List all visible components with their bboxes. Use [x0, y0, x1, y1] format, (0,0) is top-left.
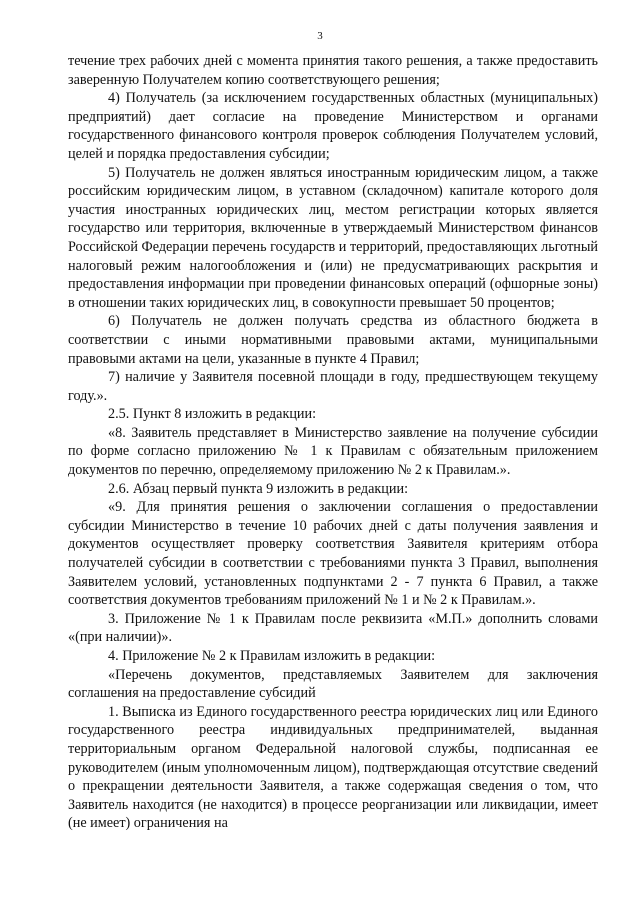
paragraph-item-6: 6) Получатель не должен получать средства из областного бюджета в соответствии с иными нормативными правовыми актами, муниципальными правовыми актами на цели, указанные в пункте 4 Правил;	[68, 313, 598, 367]
page-number: 3	[317, 30, 323, 42]
paragraph-3: 3. Приложение № 1 к Правилам после реквизита «М.П.» дополнить словами «(при наличии)».	[68, 610, 598, 646]
paragraph-item-7: 7) наличие у Заявителя посевной площади в году, предшествующем текущему году.».	[68, 369, 598, 404]
paragraph-point-9: «9. Для принятия решения о заключении соглашения о предоставлении субсидии Министерство в течение 10 рабочих дней с даты получения заявления и документов осуществляет проверку соответствия Заявителя критериям отбора получателей субсидии в соответствии с требованиями пункта 3 Правил, выполнения Заявителем условий, установленных подпунктами 2 - 7 пункта 6 Правил, а также соответствия документов требованиям приложений № 1 и № 2 к Правилам.».	[68, 499, 598, 609]
paragraph-2-6: 2.6. Абзац первый пункта 9 изложить в редакции:	[108, 480, 409, 497]
paragraph-point-8: «8. Заявитель представляет в Министерство заявление на получение субсидии по форме согласно приложению № 1 к Правилам с обязательным приложением документов по перечню, определяемому приложению № 2 к Правилам.».	[68, 424, 598, 479]
paragraph-4: 4. Приложение № 2 к Правилам изложить в редакции:	[108, 648, 436, 664]
paragraph-item-5: 5) Получатель не должен являться иностранным юридическим лицом, а также российским юридическим лицом, в уставном (складочном) капитале которого доля участия иностранных юридических лиц, местом регистрации которых является государство или территория, включенные в утверждаемый Министерством финансов Российской Федерации перечень государств и территорий, предоставляющих льготный налоговый режим налогообложения и (или) не предусматривающих раскрытия и предоставления информации при проведении финансовых операций (офшорные зоны) в отношении таких юридических лиц, в совокупности превышает 50 процентов;	[68, 164, 598, 311]
paragraph-continuation: течение трех рабочих дней с момента принятия такого решения, а также предоставить заверенную Получателем копию соответствующего решения;	[68, 53, 598, 88]
document-body	[68, 52, 598, 833]
paragraph-2-5: 2.5. Пункт 8 изложить в редакции:	[108, 406, 317, 423]
paragraph-list-title: «Перечень документов, представляемых Заявителем для заключения соглашения на предоставление субсидий	[68, 666, 598, 702]
paragraph-item-4: 4) Получатель (за исключением государственных областных (муниципальных) предприятий) дает согласие на проведение Министерством и органами государственного финансового контроля проверок соблюдения Получателем условий, целей и порядка предоставления субсидии;	[68, 90, 598, 162]
paragraph-list-item-1: 1. Выписка из Единого государственного реестра юридических лиц или Единого государственного реестра индивидуальных предпринимателей, выданная территориальным органом Федеральной налоговой службы, подписанная ее руководителем (иным уполномоченным лицом), подтверждающая отсутствие сведений о прекращении деятельности Заявителя, а также содержащая сведения о том, что Заявитель находится (не находится) в процессе реорганизации или ликвидации, имеет (не имеет) ограничения на	[68, 703, 598, 832]
